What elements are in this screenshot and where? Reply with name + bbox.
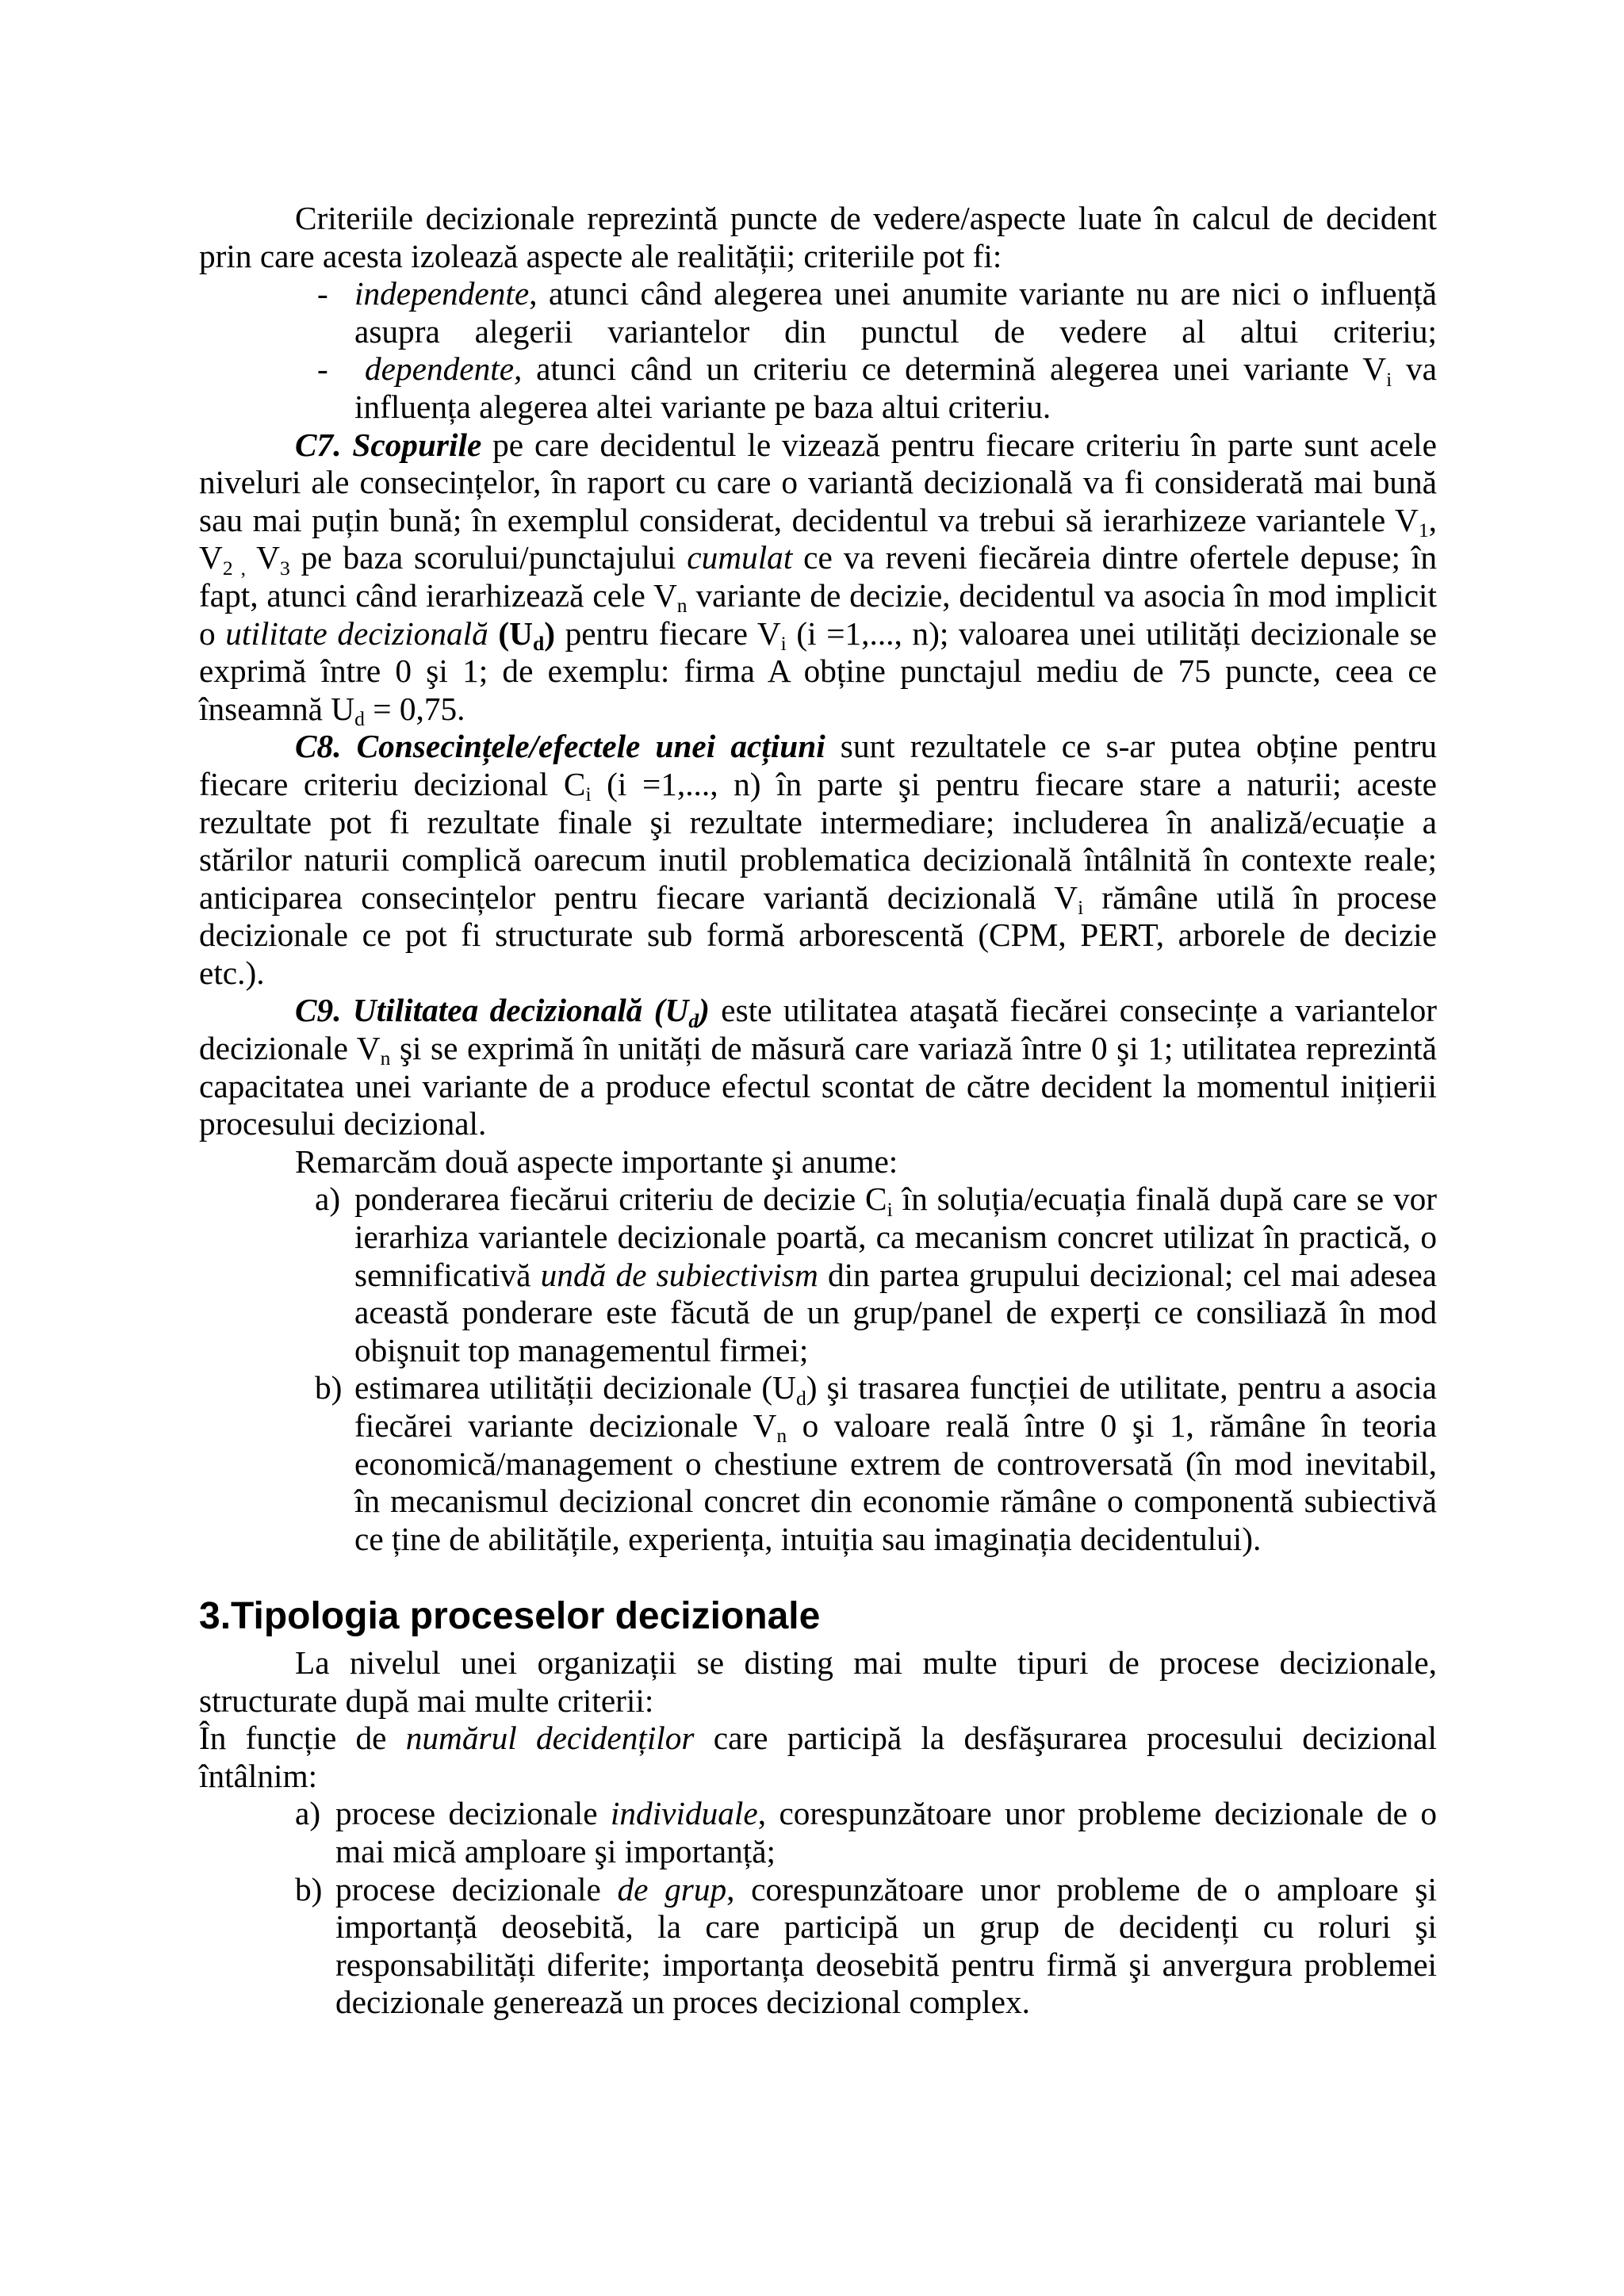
subscript: d	[354, 706, 365, 730]
italic-term: numărul decidenților	[405, 1720, 695, 1757]
subscript: d	[532, 631, 545, 655]
italic-term: de grup	[617, 1870, 727, 1908]
text-run: rezultate pot fi rezultate finale şi rezultate intermediare; includerea în analiză/ecuație a	[199, 803, 1437, 840]
text-run	[488, 615, 499, 652]
text-run: economică/management o chestiune extrem de controversată (în mod inevitabil,	[354, 1445, 1437, 1482]
text-line	[199, 652, 1437, 691]
text-run: = 0,75.	[364, 690, 465, 727]
text-run: (i =1,..., n) în parte şi pentru fiecare stare a naturii; aceste	[591, 765, 1438, 802]
text-run: rămâne utilă în procese	[1083, 878, 1437, 916]
text-run: fapt, atunci când ierarhizează cele V	[199, 576, 677, 614]
section-typology-text	[199, 1644, 1437, 2022]
list-marker: a)	[315, 1181, 341, 1218]
italic-term: independente	[354, 275, 530, 312]
list-item-a	[199, 1795, 1437, 1833]
text-line	[199, 1833, 1437, 1871]
text-line	[199, 955, 1437, 993]
text-run: fiecărei variante decizionale V	[354, 1407, 777, 1444]
text-line	[199, 1030, 1437, 1068]
bold-symbol: (U	[498, 614, 533, 652]
text-run: prin care acesta izolează aspecte ale realității; criteriile pot fi:	[199, 237, 1002, 274]
text-run: asupra alegerii variantelor din punctul de vedere al altui criteriu;	[354, 312, 1437, 350]
text-run: mai mică amploare şi importanță;	[335, 1832, 776, 1869]
text-run: ce ține de abilitățile, experiența, intuiția sau imaginația decidentului).	[354, 1520, 1262, 1557]
subscript: i	[1078, 895, 1084, 919]
subscript: n	[776, 1424, 787, 1448]
text-run: pentru fiecare V	[554, 614, 781, 652]
list-marker: -	[317, 275, 328, 312]
text-line	[199, 1644, 1437, 1682]
list-item-b	[199, 1369, 1437, 1410]
text-run: ponderarea fiecărui criteriu de decizie C	[354, 1181, 887, 1218]
text-run: În funcție de	[199, 1720, 406, 1757]
text-run: Criteriile decizionale reprezintă puncte de vedere/aspecte luate în calcul de decident	[295, 200, 1437, 236]
text-line	[199, 238, 1437, 276]
text-run: fiecare criteriu decizional C	[199, 765, 586, 802]
list-marker: -	[317, 350, 328, 388]
text-run: V	[199, 539, 223, 576]
subscript: n	[676, 594, 688, 618]
text-line	[199, 427, 1437, 465]
text-line	[199, 1720, 1437, 1758]
italic-term: dependente,	[365, 350, 523, 388]
text-run: , corespunzătoare unor probleme de o amploare şi	[726, 1870, 1437, 1908]
text-run: La nivelul unei organizații se disting mai multe tipuri de procese decizionale,	[295, 1644, 1437, 1681]
text-line	[199, 200, 1437, 238]
italic-term: undă de subiectivism	[540, 1256, 818, 1293]
subscript: 3	[279, 556, 290, 580]
text-line	[199, 992, 1437, 1030]
section-heading: 3.Tipologia proceselor decizionale	[199, 1595, 821, 1637]
text-line	[199, 1445, 1437, 1483]
text-line	[199, 1908, 1437, 1946]
text-run: semnificativă	[354, 1256, 541, 1293]
text-run: o	[199, 614, 226, 652]
subscript: d	[795, 1386, 806, 1410]
criterion-term: C9. Utilitatea decizională (U	[295, 992, 689, 1029]
section-criteria-text	[199, 200, 1437, 1558]
text-line	[199, 691, 1437, 729]
text-run: ce va reveni fiecăreia dintre ofertele depuse; în	[792, 539, 1438, 576]
text-line	[199, 1219, 1437, 1257]
text-run: o valoare reală între 0 şi 1, rămâne în teoria	[787, 1407, 1437, 1444]
subscript: i	[585, 783, 592, 806]
subscript: i	[780, 631, 787, 655]
text-run: care participă la desfăşurarea procesului decizional	[694, 1720, 1437, 1757]
text-run: întâlnim:	[199, 1757, 318, 1794]
text-run: pe care decidentul le vizează pentru fiecare criteriu în parte sunt acele	[481, 426, 1437, 463]
text-line	[199, 576, 1437, 618]
criterion-term: )	[699, 992, 710, 1029]
text-run: etc.).	[199, 954, 265, 991]
text-line	[199, 313, 1437, 351]
subscript: d	[688, 1008, 699, 1032]
list-marker: a)	[295, 1795, 321, 1832]
italic-term: utilitate decizională	[225, 614, 488, 652]
bullet-item-dependent	[199, 350, 1437, 391]
text-line	[199, 1257, 1437, 1295]
text-run: (i =1,..., n); valoarea unei utilități decizionale se	[786, 614, 1438, 652]
text-line	[199, 1984, 1437, 2022]
bullet-item-independent	[199, 275, 1437, 313]
text-line	[199, 1332, 1437, 1370]
text-run: V	[246, 539, 280, 576]
text-line	[199, 1521, 1437, 1559]
text-line	[199, 1294, 1437, 1332]
bold-symbol: )	[544, 614, 555, 652]
text-run: pe baza scorului/punctajului	[289, 539, 688, 576]
text-run: decizionale V	[199, 1030, 381, 1067]
italic-term: cumulat	[687, 539, 793, 576]
text-run: responsabilități diferite; importanța deosebită pentru firmă şi anvergura problemei	[335, 1946, 1437, 1983]
text-run: estimarea utilității decizionale (U	[354, 1369, 796, 1406]
text-run: structurate după mai multe criterii:	[199, 1682, 654, 1719]
text-run: sunt rezultatele ce s-ar putea obține pentru	[825, 728, 1437, 765]
list-item-a	[199, 1181, 1437, 1219]
text-run: procese decizionale	[335, 1795, 611, 1832]
text-line	[199, 916, 1437, 955]
text-line	[199, 502, 1437, 540]
text-line	[199, 1143, 1437, 1181]
italic-term: individuale	[610, 1795, 758, 1832]
text-run: ,	[1428, 501, 1437, 538]
text-run: procesului decizional.	[199, 1105, 487, 1142]
text-line	[199, 841, 1437, 879]
text-line	[199, 615, 1437, 653]
text-run: capacitatea unei variante de a produce efectul scontat de către decident la momentul inițierii	[199, 1067, 1437, 1104]
text-line	[199, 804, 1437, 842]
text-run: în mecanismul decizional concret din economie rămâne o componentă subiectivă	[354, 1483, 1437, 1520]
text-line	[199, 728, 1437, 766]
text-line	[199, 1946, 1437, 1984]
text-run: exprimă între 0 şi 1; de exemplu: firma A obține punctajul mediu de 75 puncte, ceea ce	[199, 652, 1437, 690]
text-run: variante de decizie, decidentul va asocia în mod implicit	[687, 576, 1437, 614]
text-run: va	[1392, 350, 1437, 388]
text-run: influența alegerea altei variante pe baza altui criteriu.	[354, 388, 1051, 425]
subscript: n	[380, 1047, 391, 1070]
list-marker: b)	[295, 1870, 323, 1908]
text-run: obişnuit top managementul firmei;	[354, 1331, 809, 1368]
text-run: , atunci când alegerea unei anumite variante nu are nici o influență	[529, 275, 1437, 312]
text-run: această ponderare este făcută de un grup/panel de experți ce consiliază în mod	[354, 1294, 1437, 1331]
text-run: sau mai puțin bună; în exemplul considerat, decidentul va trebui să ierarhizeze variantele V	[199, 501, 1419, 538]
text-run: decizionale generează un proces decizional complex.	[335, 1984, 1030, 2021]
text-line	[199, 1483, 1437, 1521]
text-run: în soluția/ecuația finală după care se vor	[892, 1181, 1437, 1218]
text-run: din partea grupului decizional; cel mai adesea	[818, 1256, 1437, 1293]
text-run: înseamnă U	[199, 690, 355, 727]
text-run: ierarhiza variantele decizionale poartă, ca mecanism concret utilizat în practică, o	[354, 1219, 1437, 1256]
text-run: şi se exprimă în unități de măsură care variază între 0 şi 1; utilitatea reprezintă	[390, 1030, 1437, 1067]
list-item-b	[199, 1871, 1437, 1909]
text-run: stărilor naturii complică oarecum inutil problematica decizională întâlnită în contexte reale;	[199, 841, 1437, 878]
text-run: decizionale ce pot fi structurate sub formă arborescentă (CPM, PERT, arborele de decizie	[199, 916, 1437, 954]
text-run: ) şi trasarea funcției de utilitate, pentru a asocia	[806, 1369, 1437, 1406]
subscript: i	[887, 1197, 893, 1221]
text-line	[199, 1758, 1437, 1796]
text-line	[199, 1105, 1437, 1143]
text-run: niveluri ale consecințelor, în raport cu care o variantă decizională va fi considerată mai bună	[199, 464, 1437, 501]
subscript: 2 ,	[222, 556, 246, 580]
text-line	[199, 766, 1437, 804]
text-run: importanță deosebită, la care participă un grup de decidenți cu roluri şi	[335, 1908, 1437, 1946]
text-line	[199, 388, 1437, 427]
subscript: i	[1386, 367, 1392, 391]
text-run: , corespunzătoare unor probleme decizionale de o	[757, 1795, 1437, 1832]
text-line	[199, 464, 1437, 502]
text-run: atunci când un criteriu ce determină alegerea unei variante V	[522, 350, 1387, 388]
text-run: este utilitatea ataşată fiecărei consecințe a variantelor	[709, 992, 1437, 1029]
text-line	[199, 879, 1437, 917]
text-run: Remarcăm două aspecte importante şi anume:	[295, 1142, 898, 1180]
text-line	[199, 1682, 1437, 1720]
criterion-term: C7. Scopurile	[295, 426, 482, 463]
subscript: 1	[1418, 518, 1429, 541]
criterion-term: C8. Consecințele/efectele unei acțiuni	[295, 728, 825, 765]
text-line	[199, 1068, 1437, 1106]
text-line	[199, 1407, 1437, 1448]
text-run: anticiparea consecințelor pentru fiecare variantă decizională V	[199, 878, 1078, 916]
text-run: procese decizionale	[335, 1870, 618, 1908]
list-marker: b)	[315, 1369, 343, 1406]
text-line	[199, 539, 1438, 580]
